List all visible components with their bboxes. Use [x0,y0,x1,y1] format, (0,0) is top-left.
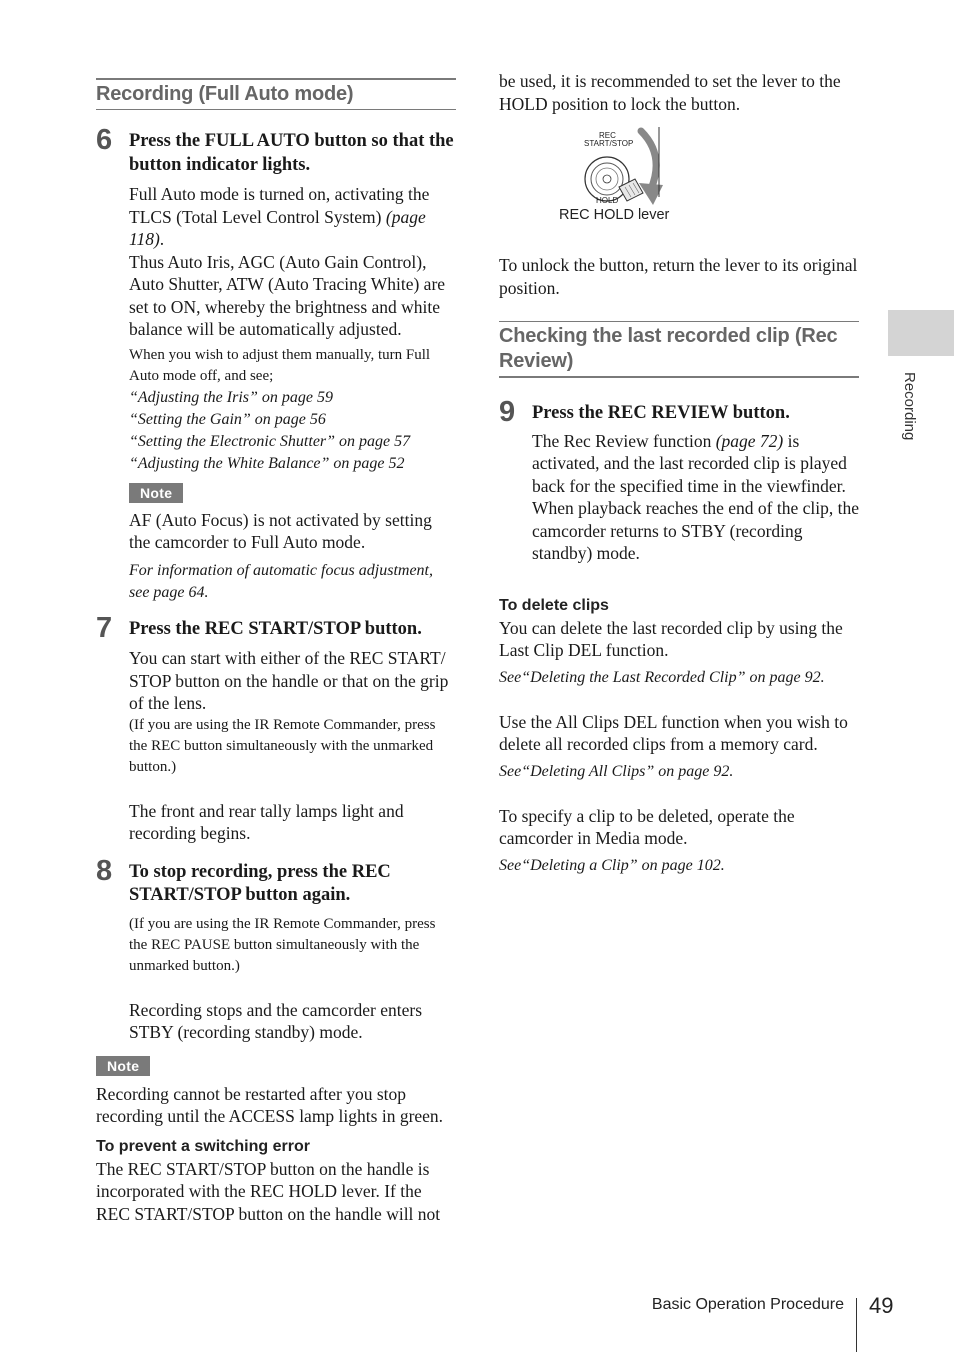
page-reference: (page 118) [129,206,426,249]
small-text: (If you are using the IR Remote Commander, press the REC button simultaneously with the unmarked button.) [129,716,436,775]
small-text: (If you are using the IR Remote Commander, press the REC PAUSE button simultaneously with the unmarked button.) [129,915,436,974]
reference-item: “Adjusting the Iris” on page 59 [129,388,334,406]
paragraph: Use the All Clips DEL function when you wish to delete all recorded clips from a memory card. [499,711,848,754]
step-title: To stop recording, press the REC START/STOP button again. [129,861,391,905]
footer-divider [856,1298,857,1352]
section-title-recording: Recording (Full Auto mode) [96,78,456,110]
paragraph: To unlock the button, return the lever to its original position. [499,255,858,298]
note-badge: Note [129,483,183,503]
subsection-title: To prevent a switching error [96,1137,310,1155]
paragraph: The front and rear tally lamps light and recording begins. [129,800,404,843]
step-title: Press the FULL AUTO button so that the button indicator lights. [129,131,454,175]
step-title: Press the REC START/STOP button. [129,618,422,639]
paragraph: be used, it is recommended to set the lever to the HOLD position to lock the button. [499,71,841,114]
small-text: When you wish to adjust them manually, turn Full Auto mode off, and see; [129,346,431,384]
step-6 [96,124,456,604]
paragraph: You can delete the last recorded clip by using the Last Clip DEL function. [499,617,843,660]
paragraph: To specify a clip to be deleted, operate the camcorder in Media mode. [499,805,795,848]
figure-label-hold: HOLD [596,196,619,205]
reference: See“Deleting a Clip” on page 102. [499,856,725,874]
reference: See“Deleting the Last Recorded Clip” on page 92. [499,668,825,686]
step-7 [96,611,456,845]
reference-item: “Setting the Gain” on page 56 [129,410,326,428]
left-column [96,78,456,1225]
subsection-title: To delete clips [499,596,609,614]
figure-label-rec: REC [599,131,616,140]
step-number: 6 [96,124,113,156]
reference: See“Deleting All Clips” on page 92. [499,762,734,780]
step-title: Press the REC REVIEW button. [532,403,790,423]
reference-item: “Setting the Electronic Shutter” on page 57 [129,432,411,450]
paragraph: You can start with either of the REC START/ STOP button on the handle or that on the grip of the lens. [129,648,449,713]
figure-label-start-stop: START/STOP [584,139,634,148]
step-number: 8 [96,854,113,887]
paragraph: Recording stops and the camcorder enters STBY (recording standby) mode. [129,999,423,1042]
note-text: Recording cannot be restarted after you stop recording until the ACCESS lamp lights in green. [96,1083,444,1126]
note-reference: For information of automatic focus adjustment, see page 64. [129,561,433,601]
page-reference: (page 72) [715,430,784,451]
step-number: 7 [96,611,113,644]
footer-chapter-title: Basic Operation Procedure [651,1296,844,1313]
note-badge: Note [96,1056,150,1076]
page-number: 49 [869,1293,894,1318]
reference-list [129,387,456,475]
rec-hold-lever-figure [499,127,859,259]
note-text: AF (Auto Focus) is not activated by setting the camcorder to Full Auto mode. [129,509,432,552]
section-title-rec-review: Checking the last recorded clip (Rec Review) [499,321,859,378]
step-number: 9 [499,396,516,428]
figure-caption: REC HOLD lever [559,207,670,223]
step-9 [499,396,860,565]
paragraph: The REC START/STOP button on the handle is incorporated with the REC HOLD lever. If the REC START/STOP button on the handle will not [96,1158,441,1224]
paragraph: Full Auto mode is turned on, activating the TLCS (Total Level Control System) (page 118). [129,184,430,249]
reference-item: “Adjusting the White Balance” on page 52 [129,454,405,472]
paragraph: Thus Auto Iris, AGC (Auto Gain Control), Auto Shutter, ATW (Auto Tracing White) are set to ON, whereby the brightness and white balance will be automatically adjusted. [129,251,446,339]
paragraph: The Rec Review function (page 72) is activated, and the last recorded clip is played back for the specified time in the viewfinder. When playback reaches the end of the clip, the camcorder returns to STBY (recording standby) mode. [532,430,860,563]
chapter-tab-label: Recording [901,372,918,441]
chapter-tab [888,310,954,356]
step-8 [96,854,456,1044]
right-column [499,70,859,877]
